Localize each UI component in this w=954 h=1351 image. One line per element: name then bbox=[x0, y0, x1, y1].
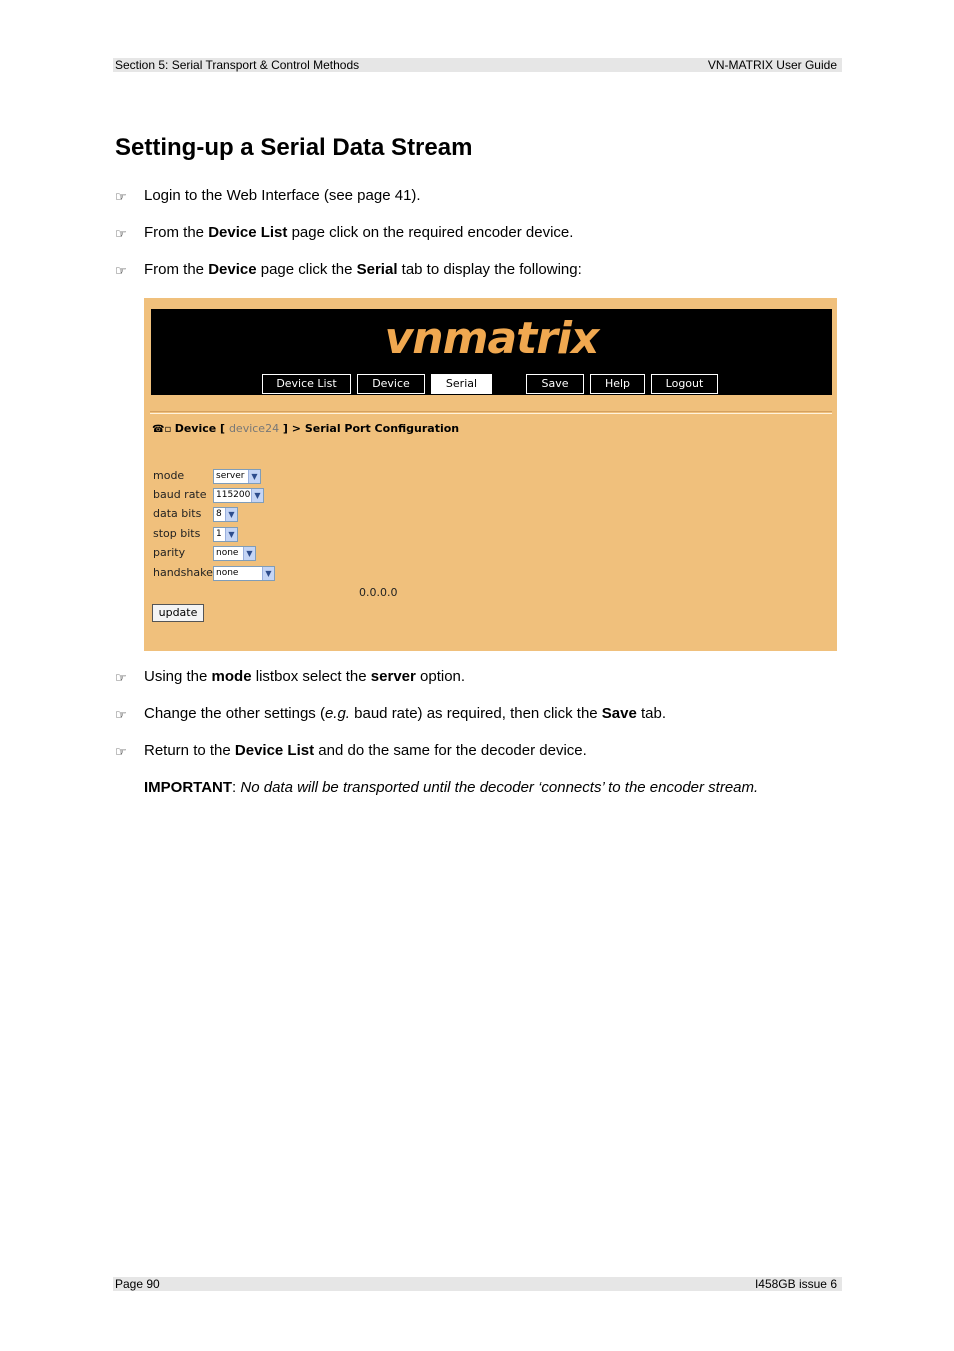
pointing-hand-icon: ☞ bbox=[115, 707, 127, 722]
tab-device[interactable]: Device bbox=[357, 374, 425, 394]
stop-bits-select[interactable]: 1 ▼ bbox=[213, 527, 238, 542]
vnmatrix-logo: vnmatrix bbox=[384, 313, 599, 364]
breadcrumb: ☎▫ Device [ device24 ] > Serial Port Configuration bbox=[152, 422, 460, 435]
pointing-hand-icon: ☞ bbox=[115, 744, 127, 759]
bullet-text: Using the mode listbox select the server option. bbox=[144, 668, 466, 685]
pointing-hand-icon: ☞ bbox=[115, 263, 127, 278]
pointing-hand-icon: ☞ bbox=[115, 226, 127, 241]
tab-serial[interactable]: Serial bbox=[431, 374, 492, 394]
device-icon: ☎▫ bbox=[152, 424, 175, 435]
bullet-text: Login to the Web Interface (see page 41). bbox=[144, 187, 421, 204]
tab-help[interactable]: Help bbox=[590, 374, 645, 394]
mode-select[interactable]: server ▼ bbox=[213, 469, 261, 484]
baud-rate-select[interactable]: 115200 ▼ bbox=[213, 488, 264, 503]
divider bbox=[150, 411, 832, 414]
web-ui-banner bbox=[151, 309, 832, 395]
chevron-down-icon: ▼ bbox=[225, 528, 237, 541]
ip-address: 0.0.0.0 bbox=[359, 586, 398, 599]
chevron-down-icon: ▼ bbox=[225, 508, 237, 521]
chevron-down-icon: ▼ bbox=[262, 567, 274, 580]
important-note: IMPORTANT: No data will be transported until the decoder ‘connects’ to the encoder stream. bbox=[144, 779, 759, 796]
bullet-text: From the Device List page click on the required encoder device. bbox=[144, 224, 574, 241]
header-section: Section 5: Serial Transport & Control Methods bbox=[115, 58, 360, 72]
handshake-label: handshake bbox=[153, 566, 213, 579]
parity-select[interactable]: none ▼ bbox=[213, 546, 256, 561]
data-bits-select[interactable]: 8 ▼ bbox=[213, 507, 238, 522]
page-footer bbox=[113, 1277, 842, 1291]
bullet-text: Return to the Device List and do the same for the decoder device. bbox=[144, 742, 587, 759]
parity-label: parity bbox=[153, 546, 186, 559]
tab-save[interactable]: Save bbox=[526, 374, 584, 394]
page-header bbox=[113, 58, 842, 72]
bullet-text: Change the other settings (e.g. baud rate) as required, then click the Save tab. bbox=[144, 705, 667, 722]
header-guide-title: VN-MATRIX User Guide bbox=[707, 58, 837, 72]
section-title: Setting-up a Serial Data Stream bbox=[115, 134, 473, 161]
device-name: device24 bbox=[228, 422, 280, 435]
mode-label: mode bbox=[153, 469, 185, 482]
serial-config-screenshot bbox=[144, 298, 837, 651]
stop-bits-label: stop bits bbox=[153, 527, 201, 540]
pointing-hand-icon: ☞ bbox=[115, 670, 127, 685]
tab-device-list[interactable]: Device List bbox=[262, 374, 351, 394]
tab-logout[interactable]: Logout bbox=[651, 374, 718, 394]
update-button[interactable]: update bbox=[152, 604, 204, 622]
data-bits-label: data bits bbox=[153, 507, 202, 520]
handshake-select[interactable]: none ▼ bbox=[213, 566, 275, 581]
pointing-hand-icon: ☞ bbox=[115, 189, 127, 204]
baud-rate-label: baud rate bbox=[153, 488, 207, 501]
chevron-down-icon: ▼ bbox=[251, 489, 263, 502]
chevron-down-icon: ▼ bbox=[248, 470, 260, 483]
bullet-text: From the Device page click the Serial tab to display the following: bbox=[144, 261, 582, 278]
chevron-down-icon: ▼ bbox=[243, 547, 255, 560]
page-number: Page 90 bbox=[115, 1277, 160, 1291]
document-issue: I458GB issue 6 bbox=[754, 1277, 837, 1291]
